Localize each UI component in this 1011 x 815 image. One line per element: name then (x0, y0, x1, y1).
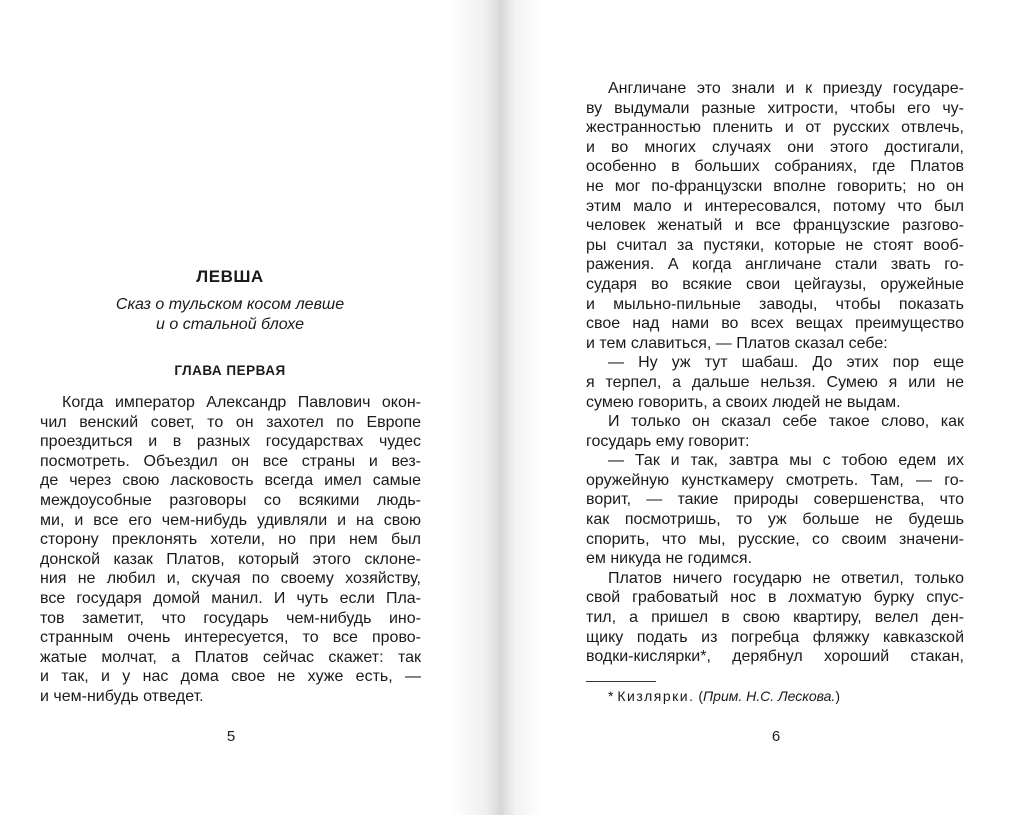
text-line: сударя во всякие свои цейгаузы, оружейные (586, 275, 964, 293)
footnote-word: Кизлярки. (617, 688, 695, 704)
text-line: оружейную кунсткамеру смотреть. Там, — го- (586, 471, 964, 489)
text-line: ем никуда не годимся. (586, 550, 753, 568)
text-line: странным очень интересуется, то все прово- (40, 629, 421, 647)
text-line: человек женатый и все французские разгово- (586, 217, 964, 235)
text-line: жестранностью пленить и от русских отвлечь, (586, 119, 964, 137)
text-line: тов заметит, что государь чем-нибудь ино- (40, 609, 421, 627)
text-line: как посмотришь, то уж больше не будешь (586, 511, 964, 529)
text-line: и чем-нибудь отведет. (40, 687, 204, 705)
text-line: ния не любил и, скучая по своему хозяйству, (40, 570, 421, 588)
text-line: щику подать из погребца фляжку кавказской (586, 628, 964, 646)
text-line: сумею говорить, а своих людей не выдам. (586, 393, 901, 411)
text-line: ворит, — такие природы совершенства, что (586, 491, 964, 509)
story-subtitle (40, 295, 420, 335)
text-line: и тем славиться, — Платов сказал себе: (586, 334, 888, 352)
footnote-rule (586, 681, 656, 682)
text-line: водки-кислярки*, дерябнул хороший стакан, (586, 648, 964, 666)
text-line: ражения. А когда англичане стали звать го- (586, 256, 964, 274)
left-body-text (40, 393, 421, 707)
page-number-right: 6 (771, 728, 781, 745)
text-line: ры считал за пустяки, которые не стоят вооб- (586, 236, 964, 254)
text-line: Платов ничего государю не ответил, только (608, 569, 964, 587)
text-line: тил, а пришел в свою квартиру, велел ден- (586, 609, 964, 627)
text-line: и так, и у нас дома свое не хуже есть, — (40, 668, 421, 686)
footnote-paren-close: ) (835, 688, 840, 704)
text-line: проездиться и в разных государствах чудес (40, 433, 421, 451)
text-line: и мыльно-пильные заводы, чтобы показать (586, 295, 964, 313)
text-line: сторону преклонять хотели, но при нем был (40, 531, 421, 549)
story-title: ЛЕВША (196, 267, 264, 286)
text-line: этим мало и интересовался, потому что был (586, 197, 964, 215)
text-line: ми, и все его чем-нибудь удивляли и на свою (40, 511, 421, 529)
text-line: — Ну уж тут шабаш. До этих пор еще (608, 354, 964, 372)
text-line: междоусобные разговоры со всякими людь- (40, 491, 421, 509)
footnote-paren-open: ( (698, 688, 704, 704)
text-line: посмотреть. Объездил он все страны и вез- (40, 452, 421, 470)
text-line: Англичане это знали и к приезду государе- (608, 80, 964, 97)
subtitle-line: и о стальной блохе (156, 316, 304, 333)
text-line: — Так и так, завтра мы с тобою едем их (608, 452, 964, 470)
text-line: свой грабоватый нос в лохматую бурку спус- (586, 589, 964, 607)
footnote-marker: * (608, 688, 614, 704)
text-line: я терпел, а дальше нельзя. Сумею я или не (586, 373, 964, 391)
text-line: свое над нами во всех вещах преимущество (586, 315, 964, 333)
text-line: донской казак Платов, который этого склоне- (40, 550, 421, 568)
chapter-heading: ГЛАВА ПЕРВАЯ (174, 363, 286, 378)
subtitle-line: Сказ о тульском косом левше (115, 296, 345, 313)
text-line: все государя домой манил. И чуть если Пла- (40, 589, 421, 607)
footnote (608, 688, 840, 704)
text-line: не мог по-французски вполне говорить; но он (586, 177, 964, 195)
text-line: чил венский совет, то он захотел по Европе (40, 413, 421, 431)
right-body-text (586, 79, 964, 667)
text-line: жатые молчат, а Платов сейчас скажет: так (40, 648, 421, 666)
page-number-left: 5 (226, 728, 236, 745)
text-line: государь ему говорит: (586, 432, 750, 450)
text-line: де через свою ласковость всегда имел самые (40, 472, 421, 490)
text-line: И только он сказал себе такое слово, как (608, 413, 964, 431)
text-line: Когда император Александр Павлович окон- (62, 394, 421, 411)
footnote-note: Прим. Н.С. Лескова. (703, 688, 836, 704)
text-line: ву выдумали разные хитрости, чтобы его чу- (586, 99, 964, 117)
text-line: и во многих случаях они этого достигали, (586, 138, 964, 156)
text-line: особенно в больших собраниях, где Платов (586, 158, 964, 176)
text-line: спорить, что мы, русские, со своим значени- (586, 530, 964, 548)
